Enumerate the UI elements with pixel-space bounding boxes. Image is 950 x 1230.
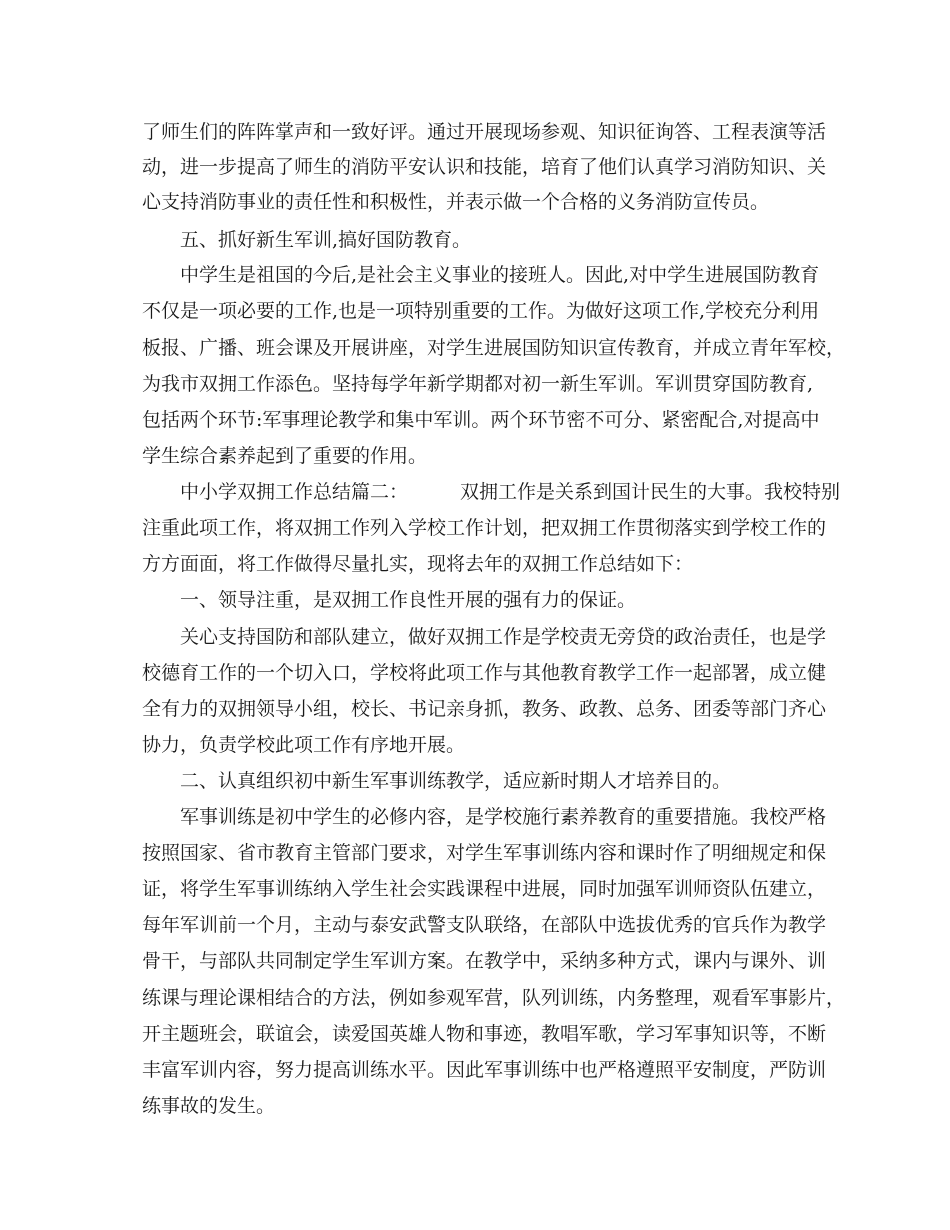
- text-line: 了师生们的阵阵掌声和一致好评。通过开展现场参观、知识征询答、工程表演等活: [142, 121, 827, 143]
- article-title: 中小学双拥工作总结篇二：: [180, 481, 409, 503]
- text-line: 练事故的发生。: [142, 1095, 276, 1117]
- text-line: 中学生是祖国的今后,是社会主义事业的接班人。因此,对中学生进展国防教育: [180, 264, 820, 286]
- text-line: 动，进一步提高了师生的消防平安认识和技能，培育了他们认真学习消防知识、关: [142, 156, 827, 178]
- text-line: 注重此项工作，将双拥工作列入学校工作计划，把双拥工作贯彻落实到学校工作的: [142, 517, 827, 539]
- text-line: 证，将学生军事训练纳入学生社会实践课程中进展，同时加强军训师资队伍建立，: [142, 878, 827, 900]
- text-line: 包括两个环节:军事理论教学和集中军训。两个环节密不可分、紧密配合,对提高中: [142, 409, 820, 431]
- text-line: 全有力的双拥领导小组，校长、书记亲身抓，教务、政教、总务、团委等部门齐心: [142, 698, 827, 720]
- text-line: 骨干，与部队共同制定学生军训方案。在教学中，采纳多种方式，课内与课外、训: [142, 950, 827, 972]
- text-line: 军事训练是初中学生的必修内容，是学校施行素养教育的重要措施。我校严格: [180, 806, 827, 828]
- section-heading: 一、领导注重，是双拥工作良性开展的强有力的保证。: [180, 589, 637, 611]
- text-line: 丰富军训内容，努力提高训练水平。因此军事训练中也严格遵照平安制度，严防训: [142, 1059, 827, 1081]
- text-line: 练课与理论课相结合的方法，例如参观军营，队列训练，内务整理，观看军事影片，: [142, 987, 846, 1009]
- text-line: 板报、广播、班会课及开展讲座，对学生进展国防知识宣传教育，并成立青年军校，: [142, 337, 846, 359]
- section-heading: 五、抓好新生军训,搞好国防教育。: [180, 229, 472, 251]
- text-line: 关心支持国防和部队建立，做好双拥工作是学校责无旁贷的政治责任，也是学: [180, 626, 827, 648]
- text-line: 校德育工作的一个切入口，学校将此项工作与其他教育教学工作一起部署，成立健: [142, 662, 827, 684]
- text-line: 每年军训前一个月，主动与泰安武警支队联络，在部队中选拔优秀的官兵作为教学: [142, 914, 827, 936]
- text-line: 不仅是一项必要的工作,也是一项特别重要的工作。为做好这项工作,学校充分利用: [142, 300, 820, 322]
- text-line: 方方面面，将工作做得尽量扎实，现将去年的双拥工作总结如下：: [142, 553, 694, 575]
- text-line: 开主题班会，联谊会，读爱国英雄人物和事迹，教唱军歌，学习军事知识等，不断: [142, 1023, 827, 1045]
- text-line: 按照国家、省市教育主管部门要求，对学生军事训练内容和课时作了明细规定和保: [142, 842, 827, 864]
- text-line: 协力，负责学校此项工作有序地开展。: [142, 734, 466, 756]
- section-heading: 二、认真组织初中新生军事训练教学，适应新时期人才培养目的。: [180, 770, 732, 792]
- article-title-line: [180, 480, 870, 504]
- text-line: 为我市双拥工作添色。坚持每学年新学期都对初一新生军训。军训贯穿国防教育,: [142, 373, 814, 395]
- article-intro: 双拥工作是关系到国计民生的大事。我校特别: [460, 481, 841, 503]
- text-line: 心支持消防事业的责任性和积极性，并表示做一个合格的义务消防宣传员。: [142, 191, 770, 213]
- text-line: 学生综合素养起到了重要的作用。: [142, 445, 428, 467]
